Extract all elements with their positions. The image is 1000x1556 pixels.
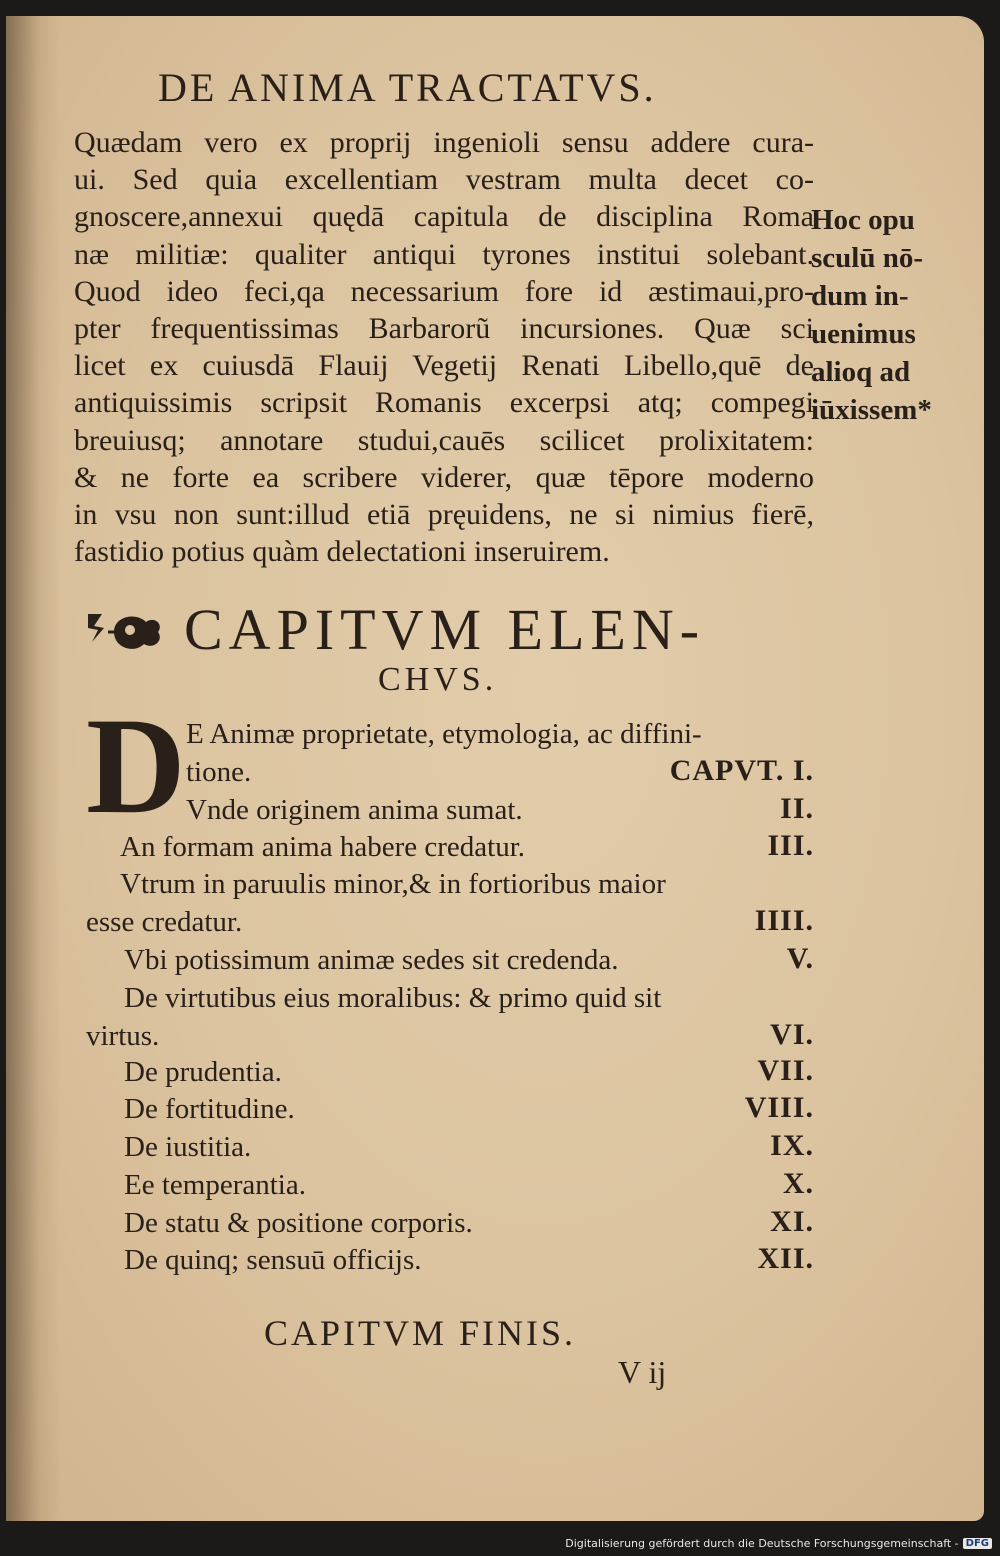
toc-entry-number: VII. <box>757 1054 814 1087</box>
toc-entry-text: De fortitudine. <box>124 1093 295 1125</box>
toc-entry-text: esse credatur. <box>86 906 243 938</box>
toc-entry-number: II. <box>780 792 814 825</box>
toc-entry-number: VI. <box>770 1018 814 1051</box>
toc-entry-text: De iustitia. <box>124 1131 252 1163</box>
toc-entry-number: VIII. <box>744 1091 814 1124</box>
body-line: & ne forte ea scribere viderer, quæ tēpore moderno <box>74 460 814 494</box>
toc-entry-text: De statu & positione corporis. <box>124 1207 473 1239</box>
body-line: Quædam vero ex proprij ingenioli sensu addere cura- <box>74 126 814 159</box>
toc-entry-number: IIII. <box>754 904 814 937</box>
margin-note-line: Hoc opu <box>811 204 915 236</box>
fleuron-ornament-icon <box>84 606 166 658</box>
toc-entry-text: Vnde originem anima sumat. <box>186 794 523 826</box>
toc-entry-number: V. <box>786 942 814 975</box>
margin-note-line: iūxissem* <box>811 394 932 426</box>
finis-line: CAPITVM FINIS. <box>264 1313 577 1353</box>
footer-credit: Digitalisierung gefördert durch die Deutsche Forschungsgemeinschaft - <box>565 1537 959 1550</box>
body-line: fastidio potius quàm delectationi inseruirem. <box>74 535 610 569</box>
toc-entry-text: An formam anima habere credatur. <box>120 831 526 863</box>
toc-entry-number: XII. <box>757 1242 814 1275</box>
toc-entry-text: Ee temperantia. <box>124 1169 306 1201</box>
toc-entry-text: tione. <box>186 756 252 788</box>
toc-entry-text: virtus. <box>86 1020 160 1052</box>
body-line: ui. Sed quia excellentiam vestram multa decet co- <box>74 163 814 197</box>
body-line: pter frequentissimas Barbarorũ incursiones. Quæ sci <box>74 312 814 346</box>
running-head: DE ANIMA TRACTATVS. <box>158 65 657 110</box>
body-line: Quod ideo feci,qa necessarium fore id æstimaui,pro- <box>74 274 814 308</box>
body-line: gnoscere,annexui quędā capitula de disciplina Roma <box>74 200 814 234</box>
body-line: in vsu non sunt:illud etiā pręuidens, ne si nimius fierē, <box>74 498 814 532</box>
signature-mark: V ij <box>618 1354 667 1390</box>
digitization-footer <box>565 1537 992 1550</box>
toc-entry-number: III. <box>767 829 814 862</box>
toc-entry-number: IX. <box>770 1129 814 1162</box>
margin-note-line: sculū nō- <box>811 242 924 274</box>
toc-entry-text: Vtrum in paruulis minor,& in fortioribus maior <box>120 868 666 900</box>
body-line: breuiusq; annotare studui,cauēs scilicet prolixitatem: <box>74 423 814 457</box>
dfg-logo-icon: DFG <box>963 1538 992 1549</box>
toc-entry-number: X. <box>782 1167 814 1200</box>
toc-entry-number: XI. <box>770 1205 814 1238</box>
toc-entry-text: E Animæ proprietate, etymologia, ac diffini- <box>186 718 702 750</box>
section-heading: CAPITVM ELEN- <box>184 597 706 662</box>
body-line: antiquissimis scripsit Romanis excerpsi atq; compegi <box>74 386 814 420</box>
margin-note <box>811 201 951 429</box>
section-heading-continued: CHVS. <box>378 661 498 698</box>
body-line: licet ex cuiusdā Flauij Vegetij Renati Libello,quē de <box>74 349 814 383</box>
margin-note-line: dum in- <box>811 280 909 312</box>
body-paragraph <box>74 124 814 570</box>
toc-entry-text: De virtutibus eius moralibus: & primo quid sit <box>124 982 662 1014</box>
margin-note-line: alioq ad <box>811 356 911 388</box>
body-line: næ militiæ: qualiter antiqui tyrones institui solebant. <box>74 237 814 271</box>
toc-entry-text: De quinq; sensuū officijs. <box>124 1244 422 1276</box>
toc-entry-text: Vbi potissimum animæ sedes sit credenda. <box>124 944 619 976</box>
drop-cap-initial: D <box>86 689 186 842</box>
margin-note-line: uenimus <box>811 318 916 350</box>
page-gutter-shadow <box>6 16 61 1521</box>
book-page <box>6 16 984 1521</box>
toc-entry-number: CAPVT. I. <box>669 754 814 787</box>
toc-entry-text: De prudentia. <box>124 1056 282 1088</box>
